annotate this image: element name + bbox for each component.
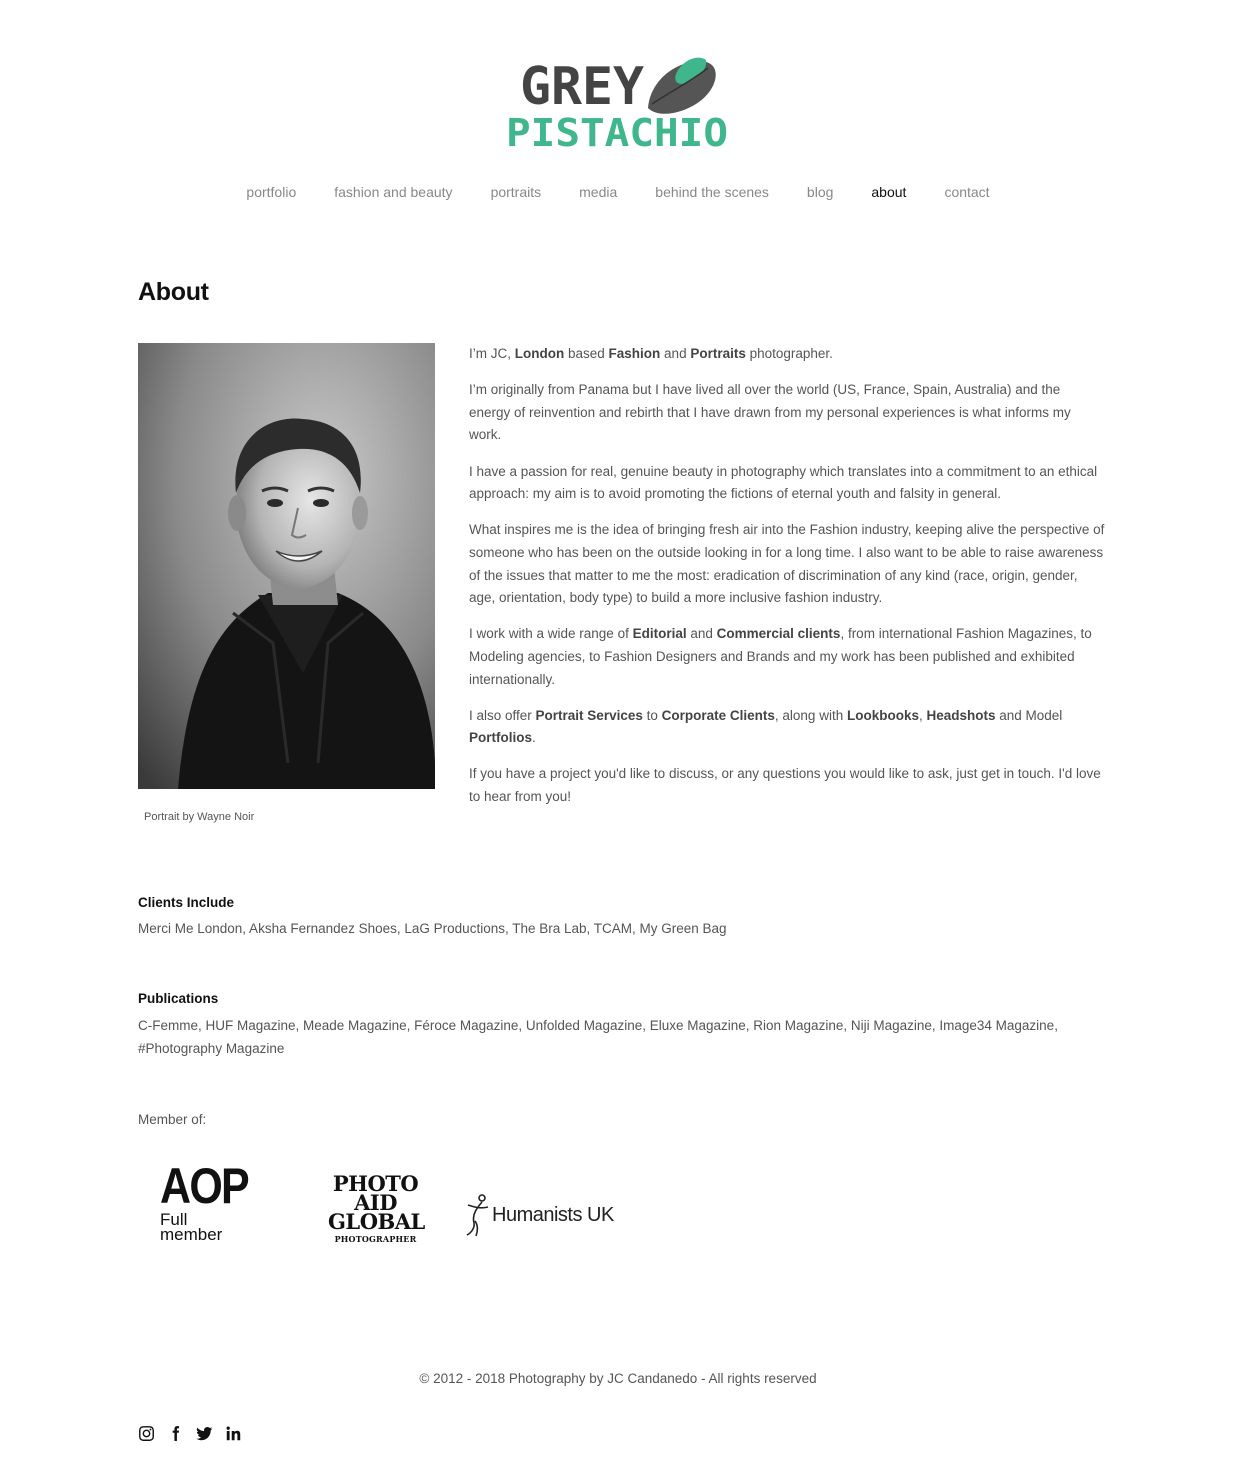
bio-text — [469, 343, 1105, 822]
aop-member-text: member — [160, 1225, 223, 1244]
twitter-icon[interactable] — [196, 1425, 213, 1442]
bio-paragraph: I’m JC, London based Fashion and Portraits photographer. — [469, 346, 833, 361]
photoaid-line: AID — [354, 1190, 397, 1215]
nav-behind-the-scenes[interactable]: behind the scenes — [655, 184, 769, 200]
aop-logo[interactable] — [160, 1158, 270, 1248]
nav-portfolio[interactable]: portfolio — [246, 184, 297, 200]
linkedin-icon[interactable] — [225, 1425, 242, 1442]
pistachio-icon — [648, 58, 716, 114]
page-title: About — [138, 278, 209, 306]
nav-fashion-and-beauty[interactable]: fashion and beauty — [334, 184, 453, 200]
humanists-uk-logo[interactable] — [464, 1192, 624, 1238]
humanists-uk-text: Humanists UK — [492, 1203, 614, 1226]
footer-copyright: © 2012 - 2018 Photography by JC Candanedo - All rights reserved — [419, 1371, 817, 1386]
portrait-caption: Portrait by Wayne Noir — [144, 811, 255, 823]
photoaid-line: PHOTO — [332, 1171, 419, 1196]
bio-paragraph: If you have a project you'd like to discuss, or any questions you would like to ask, just get in touch. I'd love to hear from you! — [469, 766, 1101, 805]
bio-paragraph: What inspires me is the idea of bringing fresh air into the Fashion industry, keeping alive the perspective of someone who has been on the outside looking in for a long time. I also want to be able to raise awareness of the issues that matter to me the most: eradication of discrimination of any kind (race, origin, gender, age, orientation, body type) to build a more inclusive fashion industry. — [469, 522, 1105, 606]
photoaid-photographer: PHOTOGRAPHER — [334, 1234, 417, 1244]
bio-paragraph: I also offer Portrait Services to Corporate Clients, along with Lookbooks, Headshots and Model Portfolios. — [469, 707, 1063, 746]
main-nav — [0, 184, 1236, 200]
aop-word: AOP — [160, 1158, 249, 1214]
portrait-photo — [138, 343, 435, 789]
instagram-icon[interactable] — [138, 1425, 155, 1442]
facebook-icon[interactable] — [167, 1425, 184, 1442]
member-of-label: Member of: — [138, 1112, 207, 1127]
clients-list: Merci Me London, Aksha Fernandez Shoes, LaG Productions, The Bra Lab, TCAM, My Green Bag — [138, 921, 727, 936]
bio-paragraph: I’m originally from Panama but I have lived all over the world (US, France, Spain, Australia) and the energy of reinvention and rebirth that I have drawn from my personal experiences is what informs my work. — [469, 382, 1071, 443]
nav-portraits[interactable]: portraits — [490, 184, 542, 200]
photoaid-line: GLOBAL — [328, 1209, 425, 1234]
bio-paragraph: I have a passion for real, genuine beauty in photography which translates into a commitment to an ethical approach: my aim is to avoid promoting the fictions of eternal youth and falsity in general. — [469, 463, 1098, 502]
publications-heading: Publications — [138, 991, 219, 1006]
nav-contact[interactable]: contact — [944, 184, 990, 200]
nav-media[interactable]: media — [579, 184, 618, 200]
bio-paragraph: I work with a wide range of Editorial and Commercial clients, from international Fashion Magazines, to Modeling agencies, to Fashion Designers and Brands and my work has been published and exhibited internationally. — [469, 626, 1092, 687]
logo-grey-text: GREY — [520, 57, 645, 117]
nav-about[interactable]: about — [871, 184, 907, 200]
clients-heading: Clients Include — [138, 895, 235, 910]
site-logo[interactable] — [500, 50, 736, 154]
nav-blog[interactable]: blog — [806, 184, 834, 200]
humanist-figure-icon — [464, 1193, 490, 1237]
social-links — [138, 1425, 242, 1442]
aop-full-text: Full — [160, 1210, 188, 1229]
publications-list: C-Femme, HUF Magazine, Meade Magazine, Féroce Magazine, Unfolded Magazine, Eluxe Magazine, Rion Magazine, Niji Magazine, Image34 Magazine, #Photography Magazine — [138, 1018, 1058, 1056]
logo-pistachio-text: PISTACHIO — [506, 111, 728, 154]
photo-aid-global-logo[interactable] — [328, 1171, 425, 1250]
